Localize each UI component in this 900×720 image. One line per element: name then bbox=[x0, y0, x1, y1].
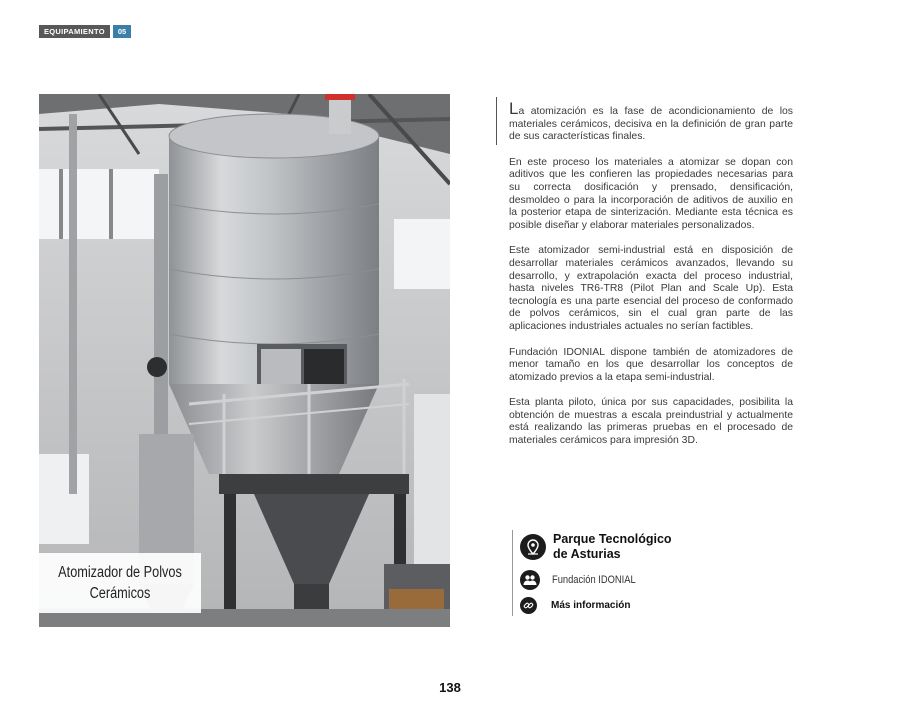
paragraph-2: En este proceso los materiales a atomizar se dopan con aditivos que les confieren las propiedades necesarias para su correcta dosificación y prensado, densificación, desmoldeo o para la incorporación de aditivos de auxilio en la posterior etapa de sinterización. Mediante esta técnica es posible diseñar y elaborar materiales personalizados. bbox=[509, 156, 793, 231]
location-row bbox=[520, 532, 672, 561]
atomizer-photo bbox=[39, 94, 450, 627]
link-icon[interactable] bbox=[520, 597, 537, 614]
section-number: 05 bbox=[113, 25, 131, 38]
location-name: Parque Tecnológico de Asturias bbox=[553, 532, 672, 561]
more-info-row[interactable] bbox=[520, 597, 630, 614]
body-text bbox=[509, 99, 793, 461]
page-number: 138 bbox=[439, 680, 461, 695]
location-pin-icon bbox=[520, 534, 546, 560]
photo-caption: Atomizador de Polvos Cerámicos bbox=[58, 564, 182, 602]
paragraph-1 bbox=[509, 99, 793, 144]
paragraph-1-text: a atomización es la fase de acondicionamiento de los materiales cerámicos, decisiva en la definición de gran parte de sus características finales. bbox=[509, 106, 793, 143]
atomizer-illustration bbox=[39, 94, 450, 627]
drop-cap: L bbox=[509, 99, 519, 118]
paragraph-accent-bar bbox=[496, 97, 497, 145]
section-label: EQUIPAMIENTO bbox=[39, 25, 110, 38]
organization-name: Fundación IDONIAL bbox=[552, 574, 636, 586]
organization-row bbox=[520, 570, 650, 590]
section-tag bbox=[39, 25, 131, 38]
paragraph-3: Este atomizador semi-industrial está en disposición de desarrollar materiales cerámicos avanzados, llevando su desarrollo, y extrapolación exacta del proceso industrial, hasta niveles TR6-TR8 (Pilot Plan and Scale Up). Esta tecnología es una parte esencial del proceso de conformado de polvos cerámicos, sin el cual gran parte de las aplicaciones industriales actuales no serían factibles. bbox=[509, 245, 793, 332]
paragraph-4: Fundación IDONIAL dispone también de atomizadores de menor tamaño en los que desarrollar los conceptos de atomizado previos a la etapa semi-industrial. bbox=[509, 346, 793, 383]
info-divider bbox=[512, 530, 513, 616]
photo-caption-box bbox=[39, 553, 201, 613]
paragraph-5: Esta planta piloto, única por sus capacidades, posibilita la obtención de muestras a escala preindustrial y actualmente está realizando las primeras pruebas en el procesado de materiales cerámicos para impresión 3D. bbox=[509, 397, 793, 447]
more-info-link[interactable]: Más información bbox=[551, 600, 631, 611]
people-icon bbox=[520, 570, 540, 590]
